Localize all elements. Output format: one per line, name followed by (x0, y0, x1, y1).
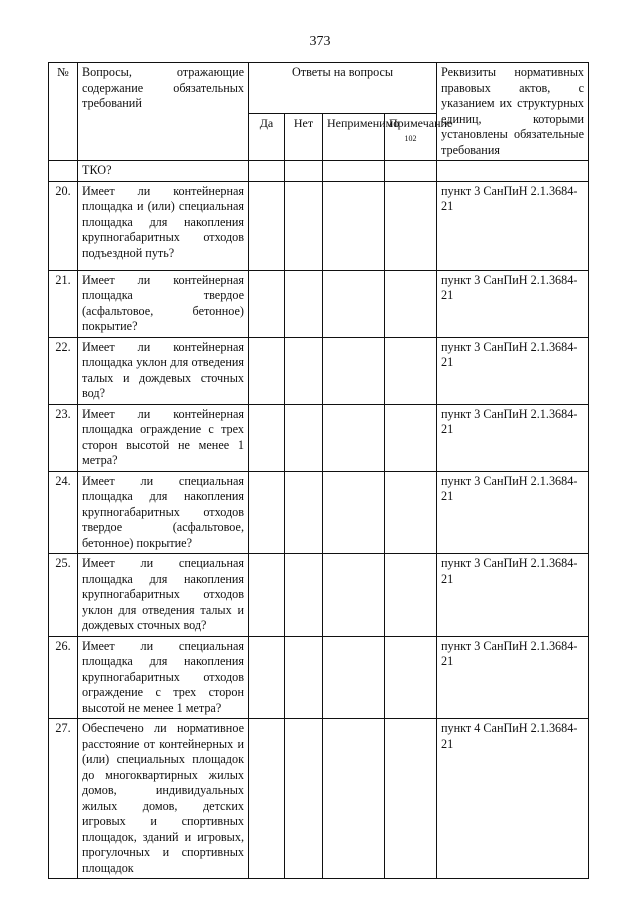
question-cell: Имеет ли контейнерная площадка ограждение с трех сторон высотой не менее 1 метра? (78, 404, 249, 471)
answer-note-cell (385, 161, 437, 182)
row-number: 22. (49, 337, 78, 404)
cell-empty (49, 161, 78, 182)
table-row (49, 554, 589, 637)
answer-yes-cell (249, 719, 285, 879)
question-cell: Обеспечено ли нормативное расстояние от контейнерных и (или) специальных площадок до многоквартирных жилых домов, индивидуальных жилых домов, детских игровых и спортивных площадок, зданий и игровых, прогулочных и спортивных площадок (78, 719, 249, 879)
row-number: 26. (49, 636, 78, 719)
answer-no-cell (285, 636, 323, 719)
answer-na-cell (323, 719, 385, 879)
answer-no-cell (285, 554, 323, 637)
answer-na-cell (323, 161, 385, 182)
table-row (49, 719, 589, 879)
answer-no-cell (285, 337, 323, 404)
answer-note-cell (385, 471, 437, 554)
answer-na-cell (323, 404, 385, 471)
question-cell: Имеет ли контейнерная площадка твердое (асфальтовое, бетонное) покрытие? (78, 270, 249, 337)
table-row-continued (49, 161, 589, 182)
table-row (49, 270, 589, 337)
requirements-checklist-table (48, 62, 589, 879)
table-row (49, 636, 589, 719)
header-no: Нет (285, 114, 323, 161)
requisite-cell: пункт 3 СанПиН 2.1.3684-21 (437, 636, 589, 719)
row-number: 21. (49, 270, 78, 337)
header-questions: Вопросы, отражающие содержание обязательных требований (78, 63, 249, 161)
answer-yes-cell (249, 337, 285, 404)
requisite-cell (437, 161, 589, 182)
requisite-cell: пункт 4 СанПиН 2.1.3684-21 (437, 719, 589, 879)
answer-note-cell (385, 270, 437, 337)
question-cell: Имеет ли контейнерная площадка и (или) специальная площадка для накопления крупногабаритных отходов подъездной путь? (78, 181, 249, 270)
answer-yes-cell (249, 636, 285, 719)
answer-yes-cell (249, 471, 285, 554)
header-yes: Да (249, 114, 285, 161)
answer-note-cell (385, 404, 437, 471)
footnote-ref: 102 (404, 134, 417, 144)
answer-note-cell (385, 719, 437, 879)
requisite-cell: пункт 3 СанПиН 2.1.3684-21 (437, 270, 589, 337)
answer-no-cell (285, 404, 323, 471)
answer-note-cell (385, 636, 437, 719)
answer-note-cell (385, 554, 437, 637)
table-row (49, 337, 589, 404)
row-number: 23. (49, 404, 78, 471)
question-cell: Имеет ли специальная площадка для накопления крупногабаритных отходов твердое (асфальтовое, бетонное) покрытие? (78, 471, 249, 554)
answer-note-cell (385, 337, 437, 404)
answer-na-cell (323, 554, 385, 637)
header-not-applicable: Неприменимо (323, 114, 385, 161)
row-number: 27. (49, 719, 78, 879)
question-cell: Имеет ли специальная площадка для накопления крупногабаритных отходов уклон для отведения талых и дождевых сточных вод? (78, 554, 249, 637)
answer-no-cell (285, 719, 323, 879)
answer-na-cell (323, 181, 385, 270)
table-row (49, 471, 589, 554)
table-row (49, 181, 589, 270)
answer-yes-cell (249, 270, 285, 337)
answer-no-cell (285, 471, 323, 554)
row-number: 25. (49, 554, 78, 637)
answer-na-cell (323, 636, 385, 719)
header-number: № (49, 63, 78, 161)
answer-na-cell (323, 270, 385, 337)
answer-yes-cell (249, 181, 285, 270)
answer-yes-cell (249, 404, 285, 471)
row-number: 20. (49, 181, 78, 270)
answer-no-cell (285, 181, 323, 270)
question-cell: Имеет ли контейнерная площадка уклон для отведения талых и дождевых сточных вод? (78, 337, 249, 404)
question-cell: ТКО? (78, 161, 249, 182)
answer-no-cell (285, 161, 323, 182)
answer-na-cell (323, 337, 385, 404)
header-requisites: Реквизиты нормативных правовых актов, с указанием их структурных единиц, которыми установлены обязательные требования (437, 63, 589, 161)
answer-yes-cell (249, 161, 285, 182)
header-note-label: Примечание (389, 116, 453, 131)
row-number: 24. (49, 471, 78, 554)
answer-note-cell (385, 181, 437, 270)
page-number: 373 (309, 34, 331, 49)
answer-yes-cell (249, 554, 285, 637)
requisite-cell: пункт 3 СанПиН 2.1.3684-21 (437, 554, 589, 637)
requisite-cell: пункт 3 СанПиН 2.1.3684-21 (437, 404, 589, 471)
requisite-cell: пункт 3 СанПиН 2.1.3684-21 (437, 181, 589, 270)
header-note (385, 114, 453, 161)
answer-na-cell (323, 471, 385, 554)
table-row (49, 404, 589, 471)
requisite-cell: пункт 3 СанПиН 2.1.3684-21 (437, 337, 589, 404)
question-cell: Имеет ли специальная площадка для накопления крупногабаритных отходов ограждение с трех сторон высотой не менее 1 метра? (78, 636, 249, 719)
header-answers: Ответы на вопросы (249, 63, 437, 114)
requisite-cell: пункт 3 СанПиН 2.1.3684-21 (437, 471, 589, 554)
answer-no-cell (285, 270, 323, 337)
